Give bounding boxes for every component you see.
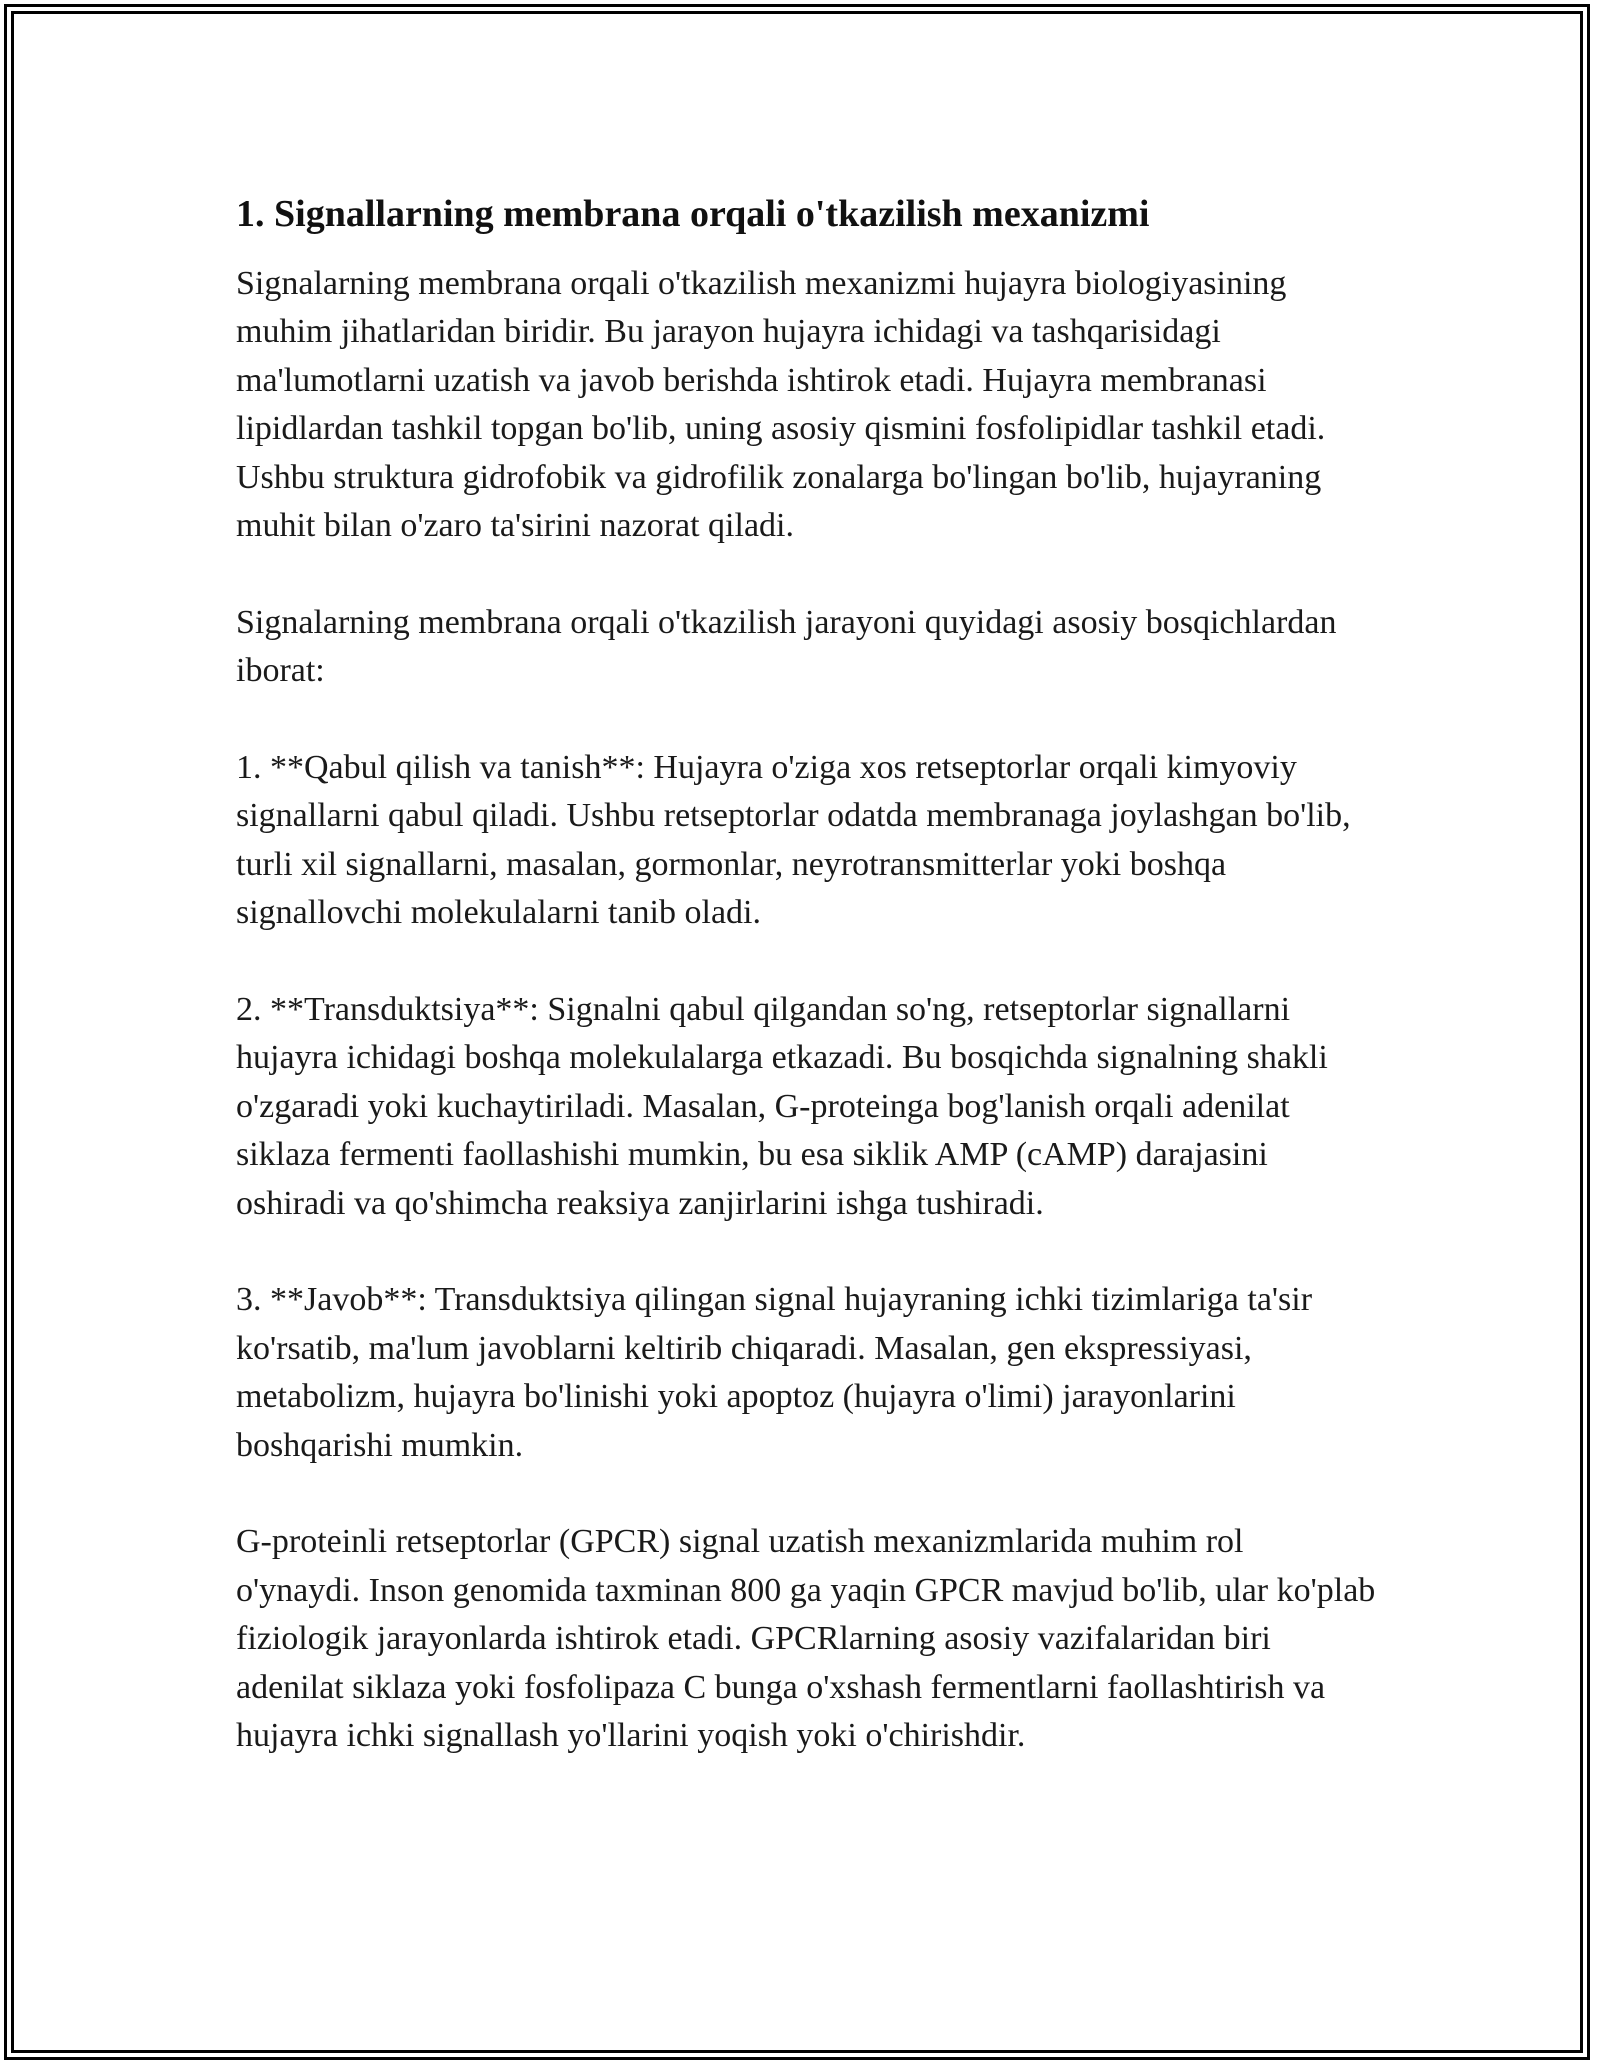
paragraph-intro: Signalarning membrana orqali o'tkazilish mexanizmi hujayra biologiyasining muhim jihatlaridan biridir. Bu jarayon hujayra ichidagi va tashqarisidagi ma'lumotlarni uzatish va javob berishda ishtirok etadi. Hujayra membranasi lipidlardan tashkil topgan bo'lib, uning asosiy qismini fosfolipidlar tashkil etadi. Ushbu struktura gidrofobik va gidrofilik zonalarga bo'lingan bo'lib, hujayraning muhit bilan o'zaro ta'sirini nazorat qiladi. (236, 265, 1326, 545)
section-heading: 1. Signallarning membrana orqali o'tkazilish mexanizmi (236, 193, 1150, 235)
document-body (236, 190, 1376, 1761)
paragraph-step-reception: 1. **Qabul qilish va tanish**: Hujayra o'ziga xos retseptorlar orqali kimyoviy signallarni qabul qiladi. Ushbu retseptorlar odatda membranaga joylashgan bo'lib, turli xil signallarni, masalan, gormonlar, neyrotransmitterlar yoki boshqa signallovchi molekulalarni tanib oladi. (236, 749, 1351, 932)
paragraph-stages-intro: Signalarning membrana orqali o'tkazilish jarayoni quyidagi asosiy bosqichlardan iborat: (236, 603, 1337, 690)
paragraph-step-response: 3. **Javob**: Transduktsiya qilingan signal hujayraning ichki tizimlariga ta'sir ko'rsatib, ma'lum javoblarni keltirib chiqaradi. Masalan, gen ekspressiyasi, metabolizm, hujayra bo'linishi yoki apoptoz (hujayra o'limi) jarayonlarini boshqarishi mumkin. (236, 1281, 1313, 1464)
paragraph-step-transduction: 2. **Transduktsiya**: Signalni qabul qilgandan so'ng, retseptorlar signallarni hujayra ichidagi boshqa molekulalarga etkazadi. Bu bosqichda signalning shakli o'zgaradi yoki kuchaytiriladi. Masalan, G-proteinga bog'lanish orqali adenilat siklaza fermenti faollashishi mumkin, bu esa siklik AMP (cAMP) darajasini oshiradi va qo'shimcha reaksiya zanjirlarini ishga tushiradi. (236, 991, 1328, 1222)
paragraph-gpcr: G-proteinli retseptorlar (GPCR) signal uzatish mexanizmlarida muhim rol o'ynaydi. Inson genomida taxminan 800 ga yaqin GPCR mavjud bo'lib, ular ko'plab fiziologik jarayonlarda ishtirok etadi. GPCRlarning asosiy vazifalaridan biri adenilat siklaza yoki fosfolipaza C bunga o'xshash fermentlarni faollashtirish va hujayra ichki signallash yo'llarini yoqish yoki o'chirishdir. (236, 1523, 1376, 1755)
